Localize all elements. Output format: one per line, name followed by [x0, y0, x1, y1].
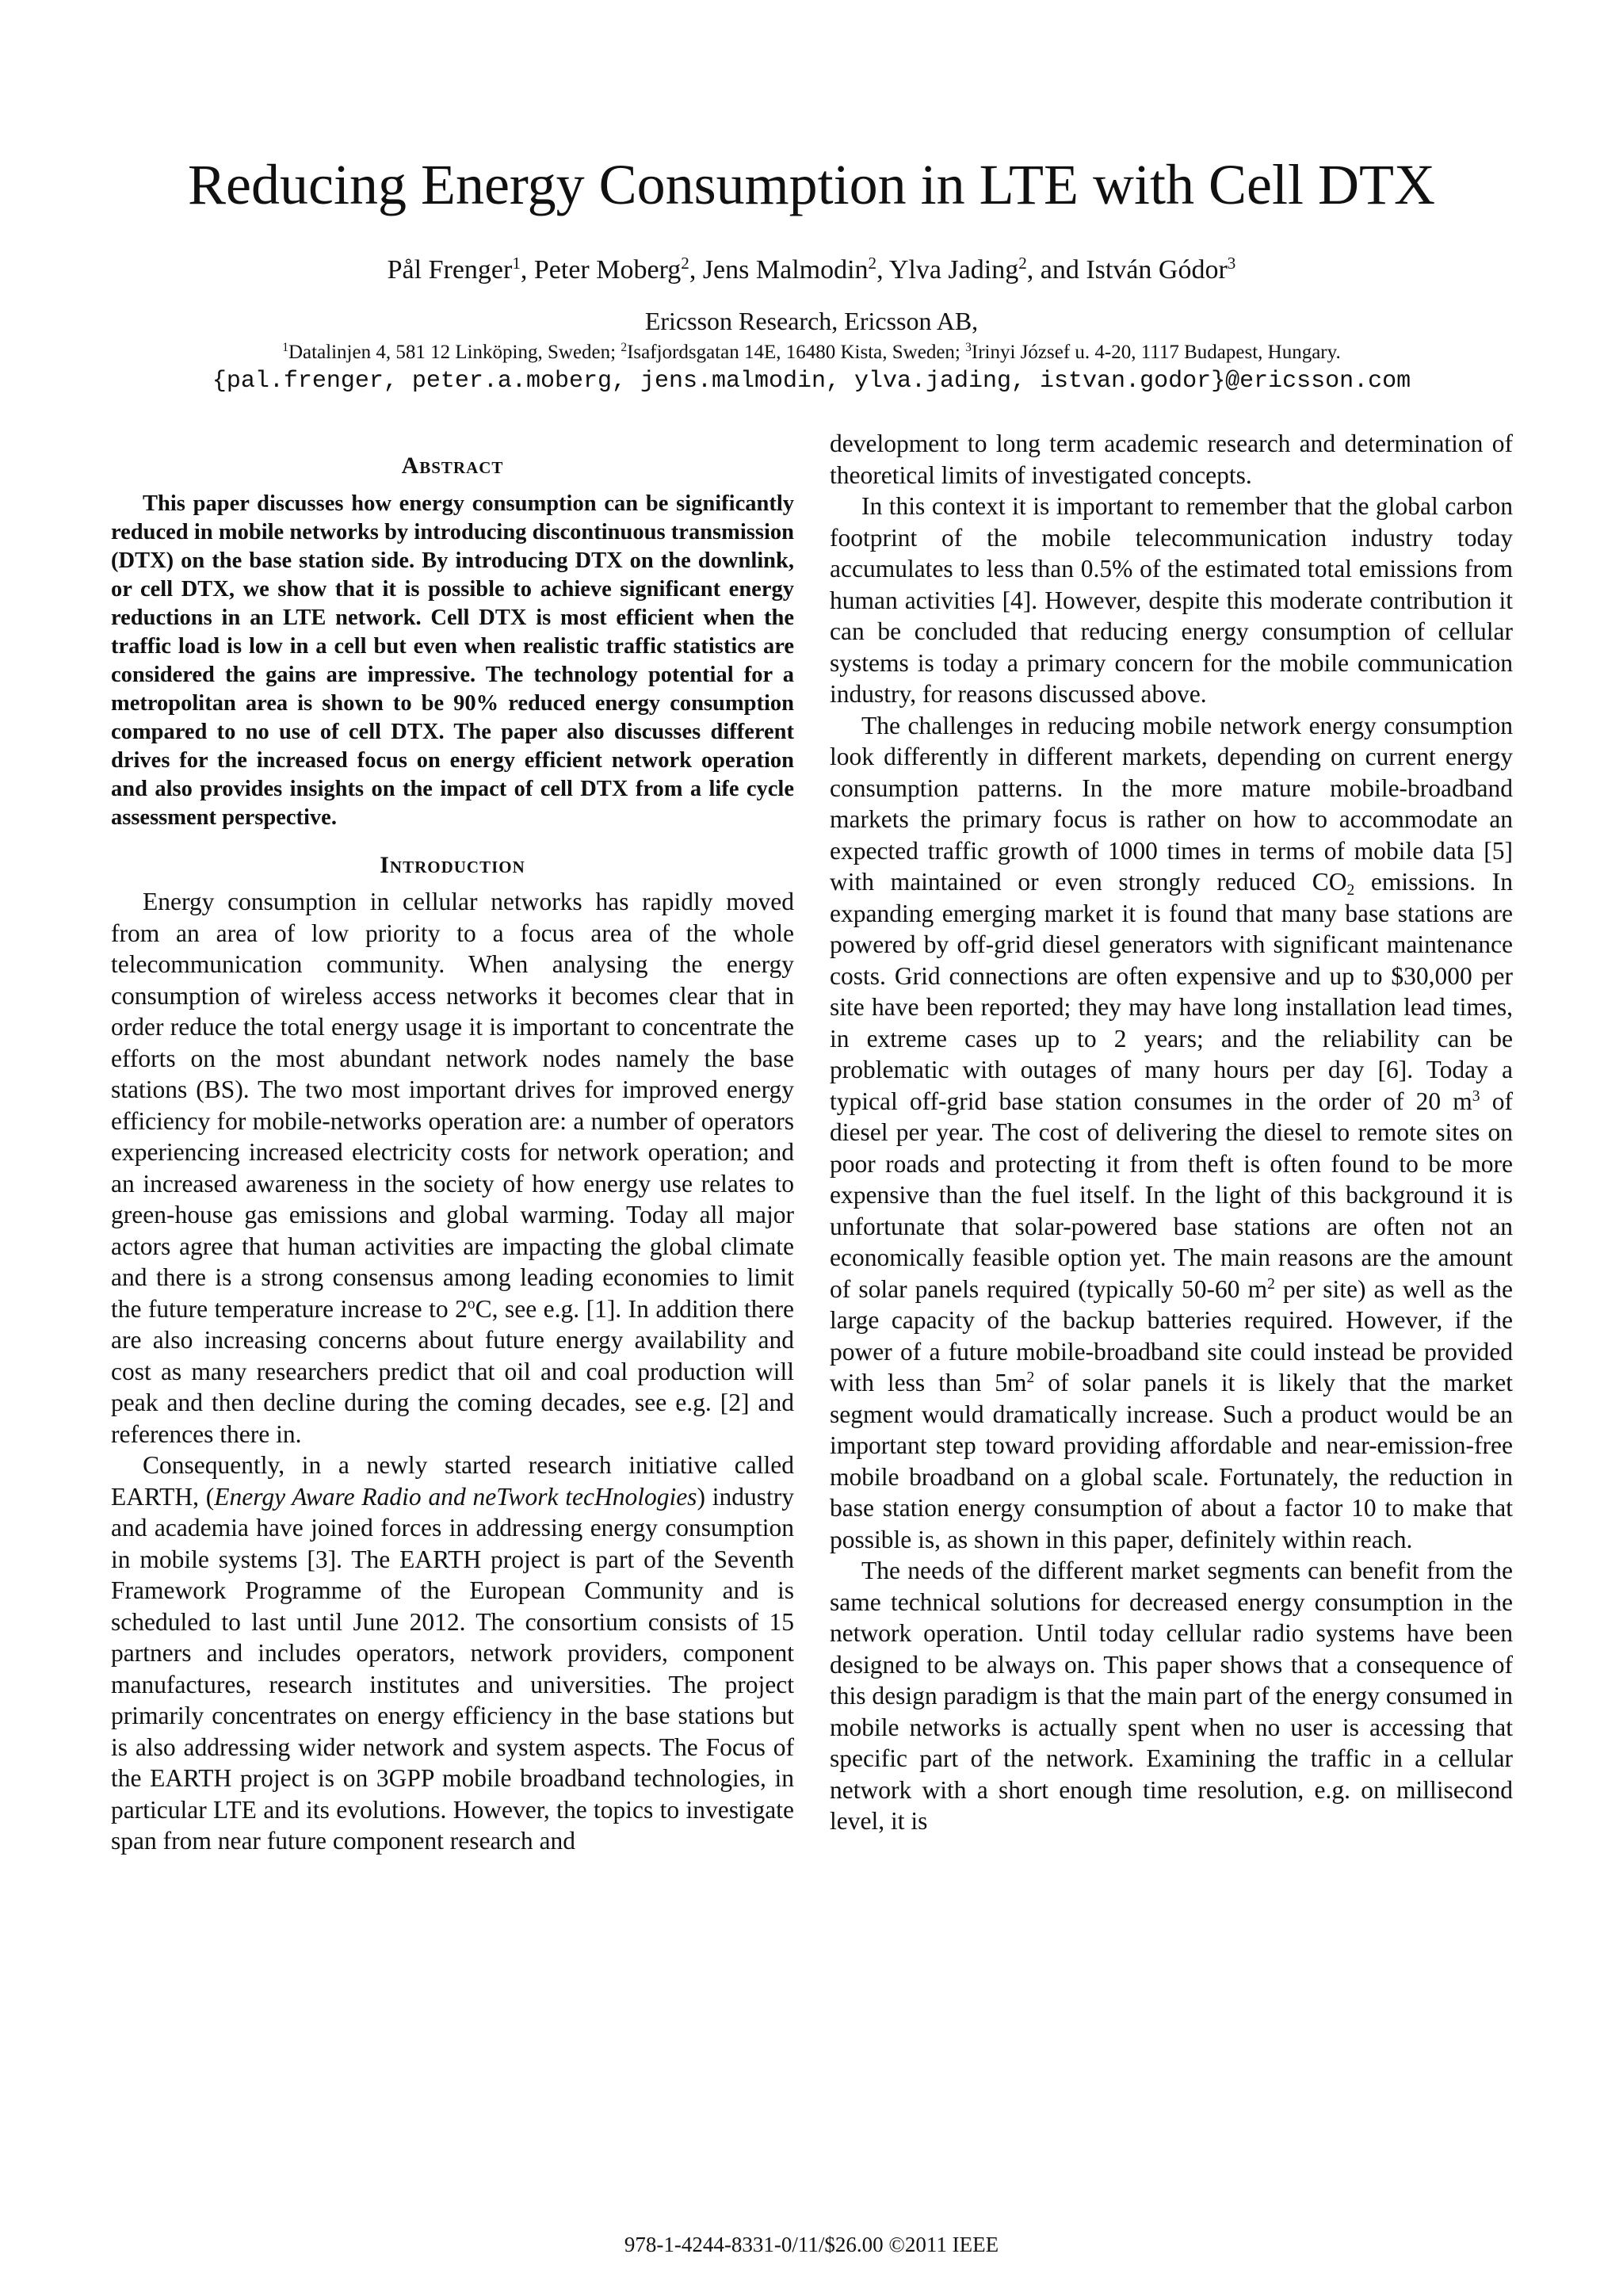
abstract-text: This paper discusses how energy consumption can be significantly reduced in mobile networks by introducing discontinuous transmission (DTX) on the base station side. By introducing DTX on the downlink, or cell DTX, we show that it is possible to achieve significant energy reductions in an LTE network. Cell DTX is most efficient when the traffic load is low in a cell but even when realistic traffic statistics are considered the gains are impressive. The technology potential for a metropolitan area is shown to be 90% reduced energy consumption compared to no use of cell DTX. The paper also discusses different drives for the increased focus on energy efficient network operation and also provides insights on the impact of cell DTX from a life cycle assessment perspective.: [111, 491, 794, 830]
author: Pål Frenger$^1$,: [387, 254, 534, 285]
paper-title: Reducing Energy Consumption in LTE with Cell DTX: [188, 153, 1435, 216]
abstract-heading: Abstract: [401, 453, 504, 479]
author: Jens Malmodin$^2$,: [702, 254, 889, 285]
left-column: [111, 428, 794, 1857]
copyright-footer: 978-1-4244-8331-0/11/$26.00 ©2011 IEEE: [624, 2233, 999, 2256]
intro-paragraph-5: The needs of the different market segments can benefit from the same technical solutions for decreased energy consumption in the network operation. Until today cellular radio systems have been designed to be always on. This paper shows that a consequence of this design paradigm is that the main part of the energy consumed in mobile networks is actually spent when no user is accessing that specific part of the network. Examining the traffic in a cellular network with a short enough time resolution, e.g. on millisecond level, it is: [830, 1557, 1513, 1835]
author-list: [0, 252, 1623, 288]
introduction-heading: Introduction: [380, 852, 525, 878]
author-emails: {pal.frenger, peter.a.moberg, jens.malmodin, ylva.jading, istvan.godor}@ericsson.com: [212, 368, 1411, 395]
author: Ylva Jading$^2$, and: [888, 254, 1086, 285]
intro-paragraph-2: Consequently, in a newly started research initiative called EARTH, (Energy Aware Radio and neTwork tecHnologies) industry and academia have joined forces in addressing energy consumption in mobile systems [3]. The EARTH project is part of the Seventh Framework Programme of the European Community and is scheduled to last until June 2012. The consortium consists of 15 partners and includes operators, network providers, component manufactures, research institutes and universities. The project primarily concentrates on energy efficiency in the base stations but is also addressing wider network and system aspects. The Focus of the EARTH project is on 3GPP mobile broadband technologies, in particular LTE and its evolutions. However, the topics to investigate span from near future component research and: [111, 1451, 794, 1855]
intro-paragraph-4: The challenges in reducing mobile network energy consumption look differently in different markets, depending on current energy consumption patterns. In the more mature mobile-broadband markets the primary focus is rather on how to accommodate an expected traffic growth of 1000 times in terms of mobile data [5] with maintained or even strongly reduced $CO_2$ emissions. In expanding emerging market it is found that many base stations are powered by off-grid diesel generators with significant maintenance costs. Grid connections are often expensive and up to $30,000 per site have been reported; they may have long installation lead times, in extreme cases up to 2 years; and the reliability can be problematic with outages of many hours per day [6]. Today a typical off-grid base station consumes in the order of 20 $m^3$ of diesel per year. The cost of delivering the diesel to remote sites on poor roads and protecting it from theft is often found to be more expensive than the fuel itself. In the light of this background it is unfortunate that solar-powered base stations are often not an economically feasible option yet. The main reasons are the amount of solar panels required (typically 50-60 $m^2$ per site) as well as the large capacity of the backup batteries required. However, if the power of a future mobile-broadband site could instead be provided with less than $5m^2$ of solar panels it is likely that the market segment would dramatically increase. Such a product would be an important step toward providing affordable and near-emission-free mobile broadband on a global scale. Fortunately, the reduction in base station energy consumption of about a factor 10 to make that possible is, as shown in this paper, definitely within reach.: [830, 711, 1514, 1553]
address-line: $^1$Datalinjen 4, 581 12 Linköping, Sweden; $^2$Isafjordsgatan 14E, 16480 Kista, Sweden; $^3$Irinyi József u. 4-20, 1117 Budapest, Hungary.: [282, 341, 1341, 363]
right-column: [830, 428, 1513, 1837]
intro-paragraph-2-continued: development to long term academic research and determination of theoretical limits of investigated concepts.: [830, 430, 1513, 489]
author: Peter Moberg$^2$,: [533, 254, 703, 285]
affiliation: Ericsson Research, Ericsson AB,: [644, 307, 979, 335]
intro-paragraph-1: Energy consumption in cellular networks has rapidly moved from an area of low priority to a focus area of the whole telecommunication community. When analysing the energy consumption of wireless access networks it becomes clear that in order reduce the total energy usage it is important to concentrate the efforts on the most abundant network nodes namely the base stations (BS). The two most important drives for improved energy efficiency for mobile-networks operation are: a number of operators experiencing increased electricity costs for network operation; and an increased awareness in the society of how energy use relates to green-house gas emissions and global warming. Today all major actors agree that human activities are impacting the global climate and there is a strong consensus among leading economies to limit the future temperature increase to 2$^o$C, see e.g. [1]. In addition there are also increasing concerns about future energy availability and cost as many researchers predict that oil and coal production will peak and then decline during the coming decades, see e.g. [2] and references there in.: [111, 888, 795, 1448]
author: István Gódor$^3$: [1086, 254, 1236, 285]
intro-paragraph-3: In this context it is important to remember that the global carbon footprint of the mobile telecommunication industry today accumulates to less than 0.5% of the estimated total emissions from human activities [4]. However, despite this moderate contribution it can be concluded that reducing energy consumption of cellular systems is today a primary concern for the mobile communication industry, for reasons discussed above.: [830, 492, 1513, 708]
